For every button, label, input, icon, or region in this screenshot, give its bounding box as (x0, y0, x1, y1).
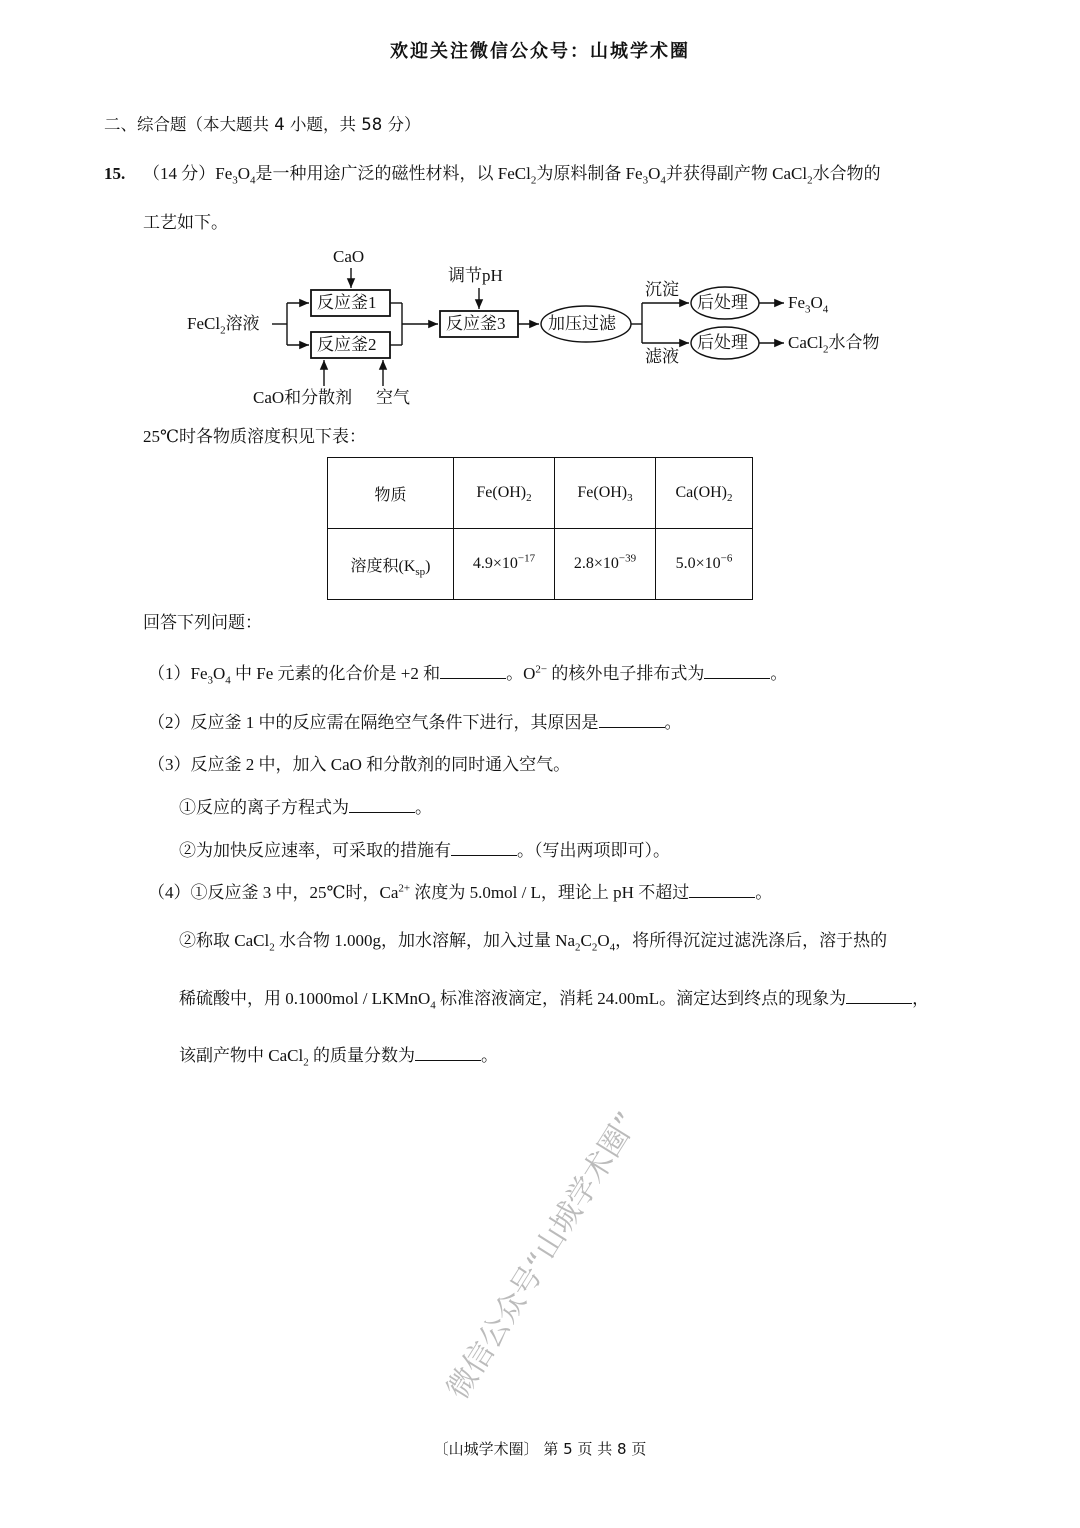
subscript: 2 (269, 941, 275, 954)
answer-blank (689, 881, 755, 898)
subscript: 3 (805, 303, 811, 316)
subscript: 2 (591, 941, 598, 954)
table-caption (143, 426, 366, 448)
watermark: 微信公众号“山城学术圈” (440, 1106, 646, 1406)
filter-label: 加压过滤 (548, 314, 616, 333)
text-run: 是一种用途广泛的磁性材料，以 FeCl (255, 164, 531, 183)
subscript: 4 (609, 941, 616, 954)
text-run: Ca(OH) (675, 484, 728, 501)
text-run: ②为加快反应速率，可采取的措施有 (179, 841, 451, 860)
text-run: 的质量分数为 (308, 1046, 415, 1065)
table-cell (328, 529, 454, 600)
text-run: （4）①反应釜 3 中，25℃时，Ca (148, 883, 399, 902)
subscript: 2 (303, 1056, 309, 1069)
adjust-ph-label: 调节pH (448, 266, 503, 285)
table-cell (454, 529, 555, 600)
subscript: 3 (642, 174, 649, 187)
text-run: Fe(OH) (476, 484, 527, 501)
text-run: 。 (664, 713, 682, 732)
answer-blank (349, 796, 415, 813)
subscript: 2 (220, 324, 226, 337)
table-row (328, 529, 753, 600)
subscript: 2 (807, 174, 813, 187)
sub-question-4 (148, 881, 772, 904)
subscript: sp (415, 565, 426, 578)
text-run: 标准溶液滴定，消耗 24.00mL。滴定达到终点的现象为 (435, 989, 847, 1008)
text-run: ) (425, 557, 431, 575)
subscript: 4 (430, 999, 436, 1012)
text-run: Fe(OH) (577, 484, 628, 501)
text-run: 工艺如下。 (143, 213, 228, 232)
product2-label (788, 333, 880, 356)
text-run: （14 分）Fe (143, 164, 233, 183)
reactor3-label: 反应釜3 (446, 314, 506, 333)
text-run: 该副产物中 CaCl (179, 1046, 304, 1065)
text-run: C (580, 931, 592, 950)
text-run: 4.9×10 (472, 555, 518, 572)
air-label: 空气 (376, 388, 410, 407)
table-cell (555, 529, 656, 600)
feed-label (187, 314, 260, 337)
text-run: ，将所得沉淀过滤洗涤后，溶于热的 (615, 931, 888, 950)
text-run: ， (912, 989, 930, 1008)
table-header-cell (454, 458, 555, 529)
text-run: 物质 (374, 486, 407, 504)
text-run: 2.8×10 (573, 555, 619, 572)
subscript: 4 (250, 174, 256, 187)
sub-question-3-part2 (179, 839, 670, 862)
sub-question-4-part2-line3 (179, 1044, 498, 1067)
subscript: 3 (627, 492, 633, 505)
text-run: O (810, 293, 823, 312)
sub-question-4-part2-line2 (179, 987, 929, 1010)
subscript: 2 (727, 492, 733, 505)
text-run: 25℃时各物质溶度积见下表： (143, 427, 367, 446)
text-run: 回答下列问题： (143, 613, 262, 632)
text-run: ②称取 CaCl (179, 931, 270, 950)
sub-question-1 (148, 662, 787, 685)
text-run: 。 (770, 664, 788, 683)
subscript: 2 (530, 174, 537, 187)
answer-blank (846, 987, 912, 1004)
text-run: 。 (480, 1046, 498, 1065)
page-footer: 〔山城学术圈〕 第 5 页 共 8 页 (433, 1440, 647, 1458)
text-run: ①反应的离子方程式为 (179, 798, 349, 817)
sub-question-3-part1 (179, 796, 432, 819)
subscript: 2 (575, 941, 581, 954)
filtrate-label: 滤液 (645, 347, 679, 366)
text-run: （1）Fe (148, 664, 208, 683)
text-run: O (648, 164, 661, 183)
text-run: 中 Fe 元素的化合价是 +2 和 (230, 664, 441, 683)
product1-label (788, 293, 829, 316)
sub-question-2 (148, 711, 682, 734)
answer-blank (415, 1044, 481, 1061)
text-run: （2）反应釜 1 中的反应需在隔绝空气条件下进行，其原因是 (148, 713, 599, 732)
text-run: 溶液 (225, 314, 260, 333)
text-run: 。 (755, 883, 773, 902)
text-run: O (237, 164, 251, 183)
ksp-table (327, 457, 753, 600)
text-run: Fe (788, 293, 805, 312)
post-process2-label: 后处理 (697, 333, 748, 352)
cao-dispersant-label: CaO和分散剂 (253, 388, 353, 407)
subscript: 2 (822, 343, 829, 356)
text-run: 。 (415, 798, 432, 817)
text-run: 并获得副产物 CaCl (665, 164, 808, 183)
table-header-cell (328, 458, 454, 529)
question-number: 15. (104, 164, 126, 183)
subscript: 4 (225, 674, 231, 687)
text-run: 稀硫酸中，用 0.1000mol / LKMnO (179, 989, 431, 1008)
superscript: −6 (720, 552, 733, 565)
answer-blank (704, 662, 770, 679)
text-run: 水合物 1.000g，加水溶解，加入过量 Na (274, 931, 576, 950)
superscript: 2− (535, 663, 548, 676)
table-header-row (328, 458, 753, 529)
text-run: 为原料制备 Fe (536, 164, 643, 183)
text-run: O (213, 664, 226, 683)
cao-top-label: CaO (333, 247, 365, 266)
sub-question-4-part2-line1 (179, 930, 887, 952)
text-run: 。（写出两项即可）。 (517, 841, 670, 860)
answer-prompt (143, 612, 262, 634)
text-run: 浓度为 5.0mol / L，理论上 pH 不超过 (410, 883, 690, 902)
text-run: （3）反应釜 2 中，加入 CaO 和分散剂的同时通入空气。 (148, 755, 571, 774)
subscript: 2 (526, 492, 532, 505)
text-run: 。O (506, 664, 536, 683)
answer-blank (451, 839, 517, 856)
table-cell (656, 529, 753, 600)
table-header-cell (656, 458, 753, 529)
answer-blank (440, 662, 506, 679)
superscript: −39 (618, 552, 637, 565)
reactor1-label: 反应釜1 (317, 293, 377, 312)
text-run: 的核外电子排布式为 (547, 664, 705, 683)
superscript: −17 (517, 552, 536, 565)
subscript: 4 (822, 303, 829, 316)
table-header-cell (555, 458, 656, 529)
subscript: 4 (660, 174, 666, 187)
text-run: FeCl (187, 314, 221, 333)
diagram-lines (0, 0, 1080, 420)
subscript: 3 (232, 174, 238, 187)
answer-blank (599, 711, 665, 728)
reactor2-label: 反应釜2 (317, 335, 377, 354)
text-run: 溶度积(K (350, 557, 416, 575)
post-process1-label: 后处理 (697, 293, 748, 312)
subscript: 3 (207, 674, 213, 687)
text-run: 水合物的 (812, 164, 881, 183)
sub-question-3 (148, 754, 570, 776)
text-run: 水合物 (828, 333, 880, 352)
section-title: 二、综合题（本大题共 4 小题，共 58 分） (104, 115, 421, 134)
text-run: 5.0×10 (675, 555, 721, 572)
superscript: 2+ (398, 882, 411, 895)
text-run: CaCl (788, 333, 823, 352)
text-run: O (597, 931, 610, 950)
precipitate-label: 沉淀 (645, 280, 679, 299)
page-header: 欢迎关注微信公众号：山城学术圈 (390, 41, 690, 62)
